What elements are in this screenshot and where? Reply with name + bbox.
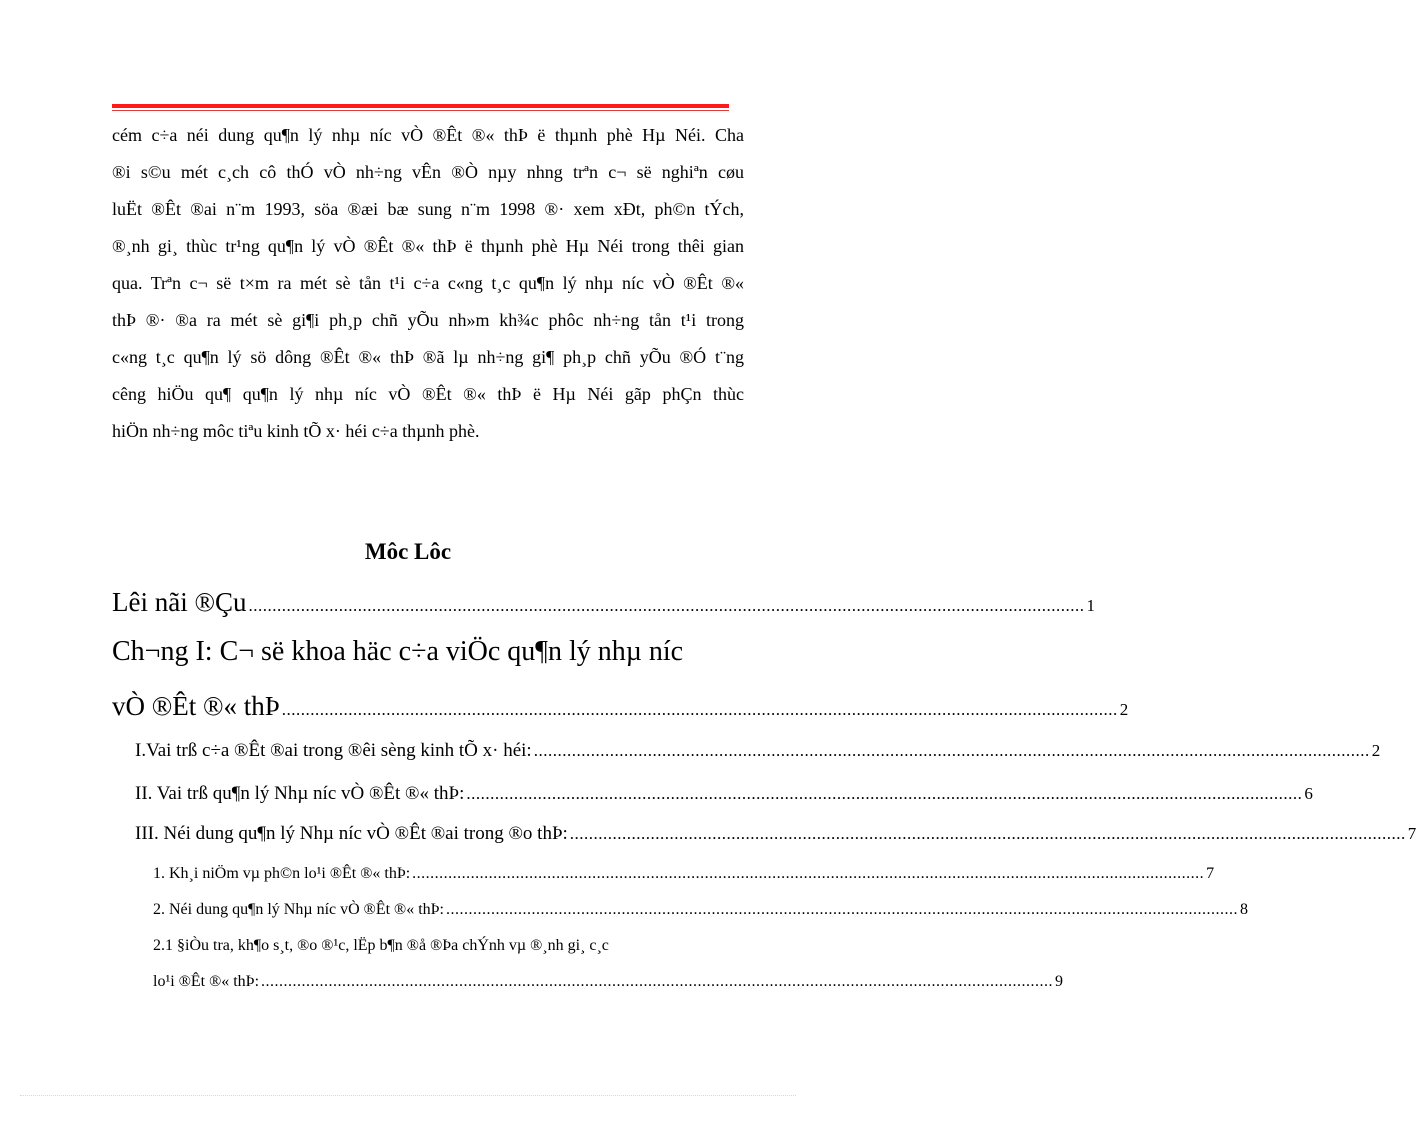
toc-entry-text: 2. Néi dung qu¶n lý Nhµ níc vÒ ®Êt ®« thÞ:: [153, 901, 444, 918]
toc-entry-text: II. Vai trß qu¶n lý Nhµ níc vÒ ®Êt ®« thÞ:: [135, 783, 465, 804]
toc-dot-leader: ................................................................................................................................................................................: [412, 865, 1205, 882]
paragraph-line: qua. Trªn c¬ së t×m ra mét sè tån t¹i c÷a c«ng t¸c qu¶n lý nhµ níc vÒ ®Êt ®«: [112, 273, 744, 293]
toc-entry[interactable]: [153, 968, 1064, 996]
toc-page-number: 7: [1206, 865, 1215, 882]
toc-entry[interactable]: [153, 896, 1248, 924]
toc-entry[interactable]: [112, 688, 1129, 724]
paragraph-line: c«ng t¸c qu¶n lý sö dông ®Êt ®« thÞ ®ã lµ nh÷ng gi¶ ph¸p chñ yÕu ®Ó t¨ng: [112, 347, 744, 367]
toc-dot-leader: ................................................................................................................................................................................: [466, 784, 1303, 803]
toc-entry[interactable]: [135, 820, 1416, 848]
toc-entry-text-line1[interactable]: Ch¬ng I: C¬ së khoa häc c÷a viÖc qu¶n lý nhµ níc: [112, 636, 684, 667]
toc-entry-text-line1[interactable]: 2.1 §iÒu tra, kh¶o s¸t, ®o ®¹c, lËp b¶n ®å ®Þa chÝnh vµ ®¸nh gi¸ c¸c: [153, 937, 609, 954]
paragraph-line: luËt ®Êt ®ai n¨m 1993, söa ®æi bæ sung n¨m 1998 ®· xem xÐt, ph©n tÝch,: [112, 199, 744, 219]
toc-page-number: 6: [1304, 784, 1313, 803]
toc-page-number: 9: [1055, 973, 1064, 990]
paragraph-line: thÞ ®· ®a ra mét sè gi¶i ph¸p chñ yÕu nh»m kh¾c phôc nh÷ng tån t¹i trong: [112, 310, 744, 330]
toc-entry-text: 1. Kh¸i niÖm vµ ph©n lo¹i ®Êt ®« thÞ:: [153, 865, 411, 882]
toc-entry-text: vÒ ®Êt ®« thÞ: [112, 691, 280, 721]
paragraph-line: ®¸nh gi¸ thùc tr¹ng qu¶n lý vÒ ®Êt ®« thÞ ë thµnh phè Hµ Néi trong thêi gian: [112, 236, 744, 256]
toc-dot-leader: ................................................................................................................................................................................: [248, 596, 1085, 615]
toc-entry-text: I.Vai trß c÷a ®Êt ®ai trong ®êi sèng kinh tÕ x· héi:: [135, 740, 532, 761]
toc-page-number: 7: [1407, 824, 1416, 843]
toc-page-number: 1: [1086, 596, 1095, 615]
paragraph-line: hiÖn nh÷ng môc tiªu kinh tÕ x· héi c÷a thµnh phè.: [112, 421, 480, 441]
toc-dot-leader: ................................................................................................................................................................................: [446, 901, 1238, 918]
toc-dot-leader: ................................................................................................................................................................................: [281, 700, 1118, 719]
toc-page-number: 8: [1240, 901, 1248, 918]
toc-page-number: 2: [1119, 700, 1129, 719]
toc-dot-leader: ................................................................................................................................................................................: [569, 824, 1406, 843]
toc-entry[interactable]: [153, 860, 1215, 888]
toc-dot-leader: ................................................................................................................................................................................: [533, 741, 1370, 760]
paragraph-line: cém c÷a néi dung qu¶n lý nhµ níc vÒ ®Êt ®« thÞ ë thµnh phè Hµ Néi. Cha: [112, 125, 744, 145]
toc-entry-text: lo¹i ®Êt ®« thÞ:: [153, 973, 260, 990]
toc-dot-leader: ................................................................................................................................................................................: [261, 973, 1054, 990]
paragraph-line: ®i s©u mét c¸ch cô thÓ vÒ nh÷ng vÊn ®Ò nµy nhng trªn c¬ së nghiªn cøu: [112, 162, 744, 182]
page-bottom-divider: [20, 1095, 796, 1096]
toc-entry-text: Lêi nãi ®Çu: [112, 587, 247, 617]
paragraph-line: cêng hiÖu qu¶ qu¶n lý nhµ níc vÒ ®Êt ®« thÞ ë Hµ Néi gãp phÇn thùc: [112, 384, 744, 404]
toc-page-number: 2: [1371, 741, 1381, 760]
toc-entry-text: III. Néi dung qu¶n lý Nhµ níc vÒ ®Êt ®ai trong ®o thÞ:: [135, 823, 568, 844]
toc-entry[interactable]: [135, 737, 1381, 765]
toc-title: Môc Lôc: [364, 539, 452, 564]
toc-entry[interactable]: [135, 780, 1313, 808]
toc-entry[interactable]: [112, 584, 1095, 620]
